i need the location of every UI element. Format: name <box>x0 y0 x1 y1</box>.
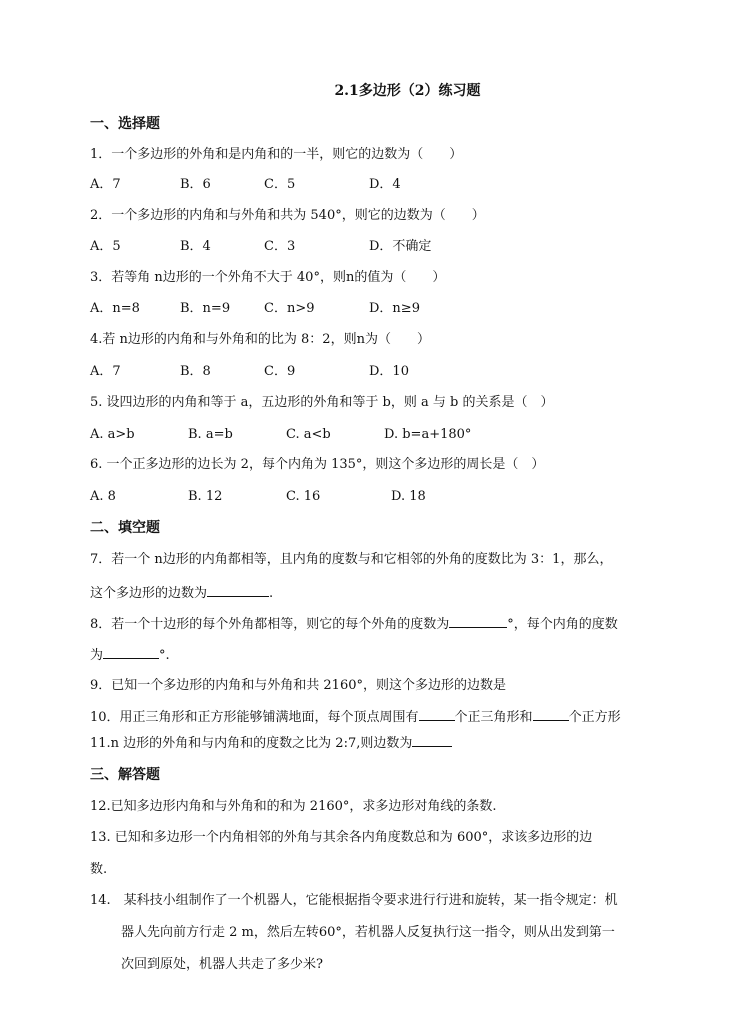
option-a: A. 8 <box>90 489 116 504</box>
question-10-text-3: 个正方形 <box>568 710 621 725</box>
question-6-stem: 6. 一个正多边形的边长为 2，每个内角为 135°，则这个多边形的周长是（ ） <box>90 457 545 472</box>
option-c: C. a<b <box>286 427 331 442</box>
option-c: C．9 <box>264 364 296 379</box>
option-a: A．7 <box>90 364 121 379</box>
question-7-line-1: 7．若一个 n边形的内角都相等，且内角的度数与和它相邻的外角的度数比为 3：1，那么， <box>90 552 613 567</box>
question-13-line-2: 数. <box>90 862 108 877</box>
question-8-text-3: 为 <box>90 648 104 663</box>
option-c: C．5 <box>264 177 296 192</box>
section-heading-solve: 三、解答题 <box>90 767 160 783</box>
option-d: D．4 <box>369 177 401 192</box>
question-7-end: . <box>269 586 274 601</box>
question-8-text: 8．若一个十边形的每个外角都相等，则它的每个外角的度数为 <box>90 617 450 632</box>
answer-blank <box>449 613 507 628</box>
option-c: C. 16 <box>286 489 321 504</box>
option-d: D．10 <box>369 364 409 379</box>
question-1-stem: 1．一个多边形的外角和是内角和的一半，则它的边数为（ ） <box>90 147 463 162</box>
question-10-text-2: 个正三角形和 <box>454 710 533 725</box>
option-b: B．6 <box>180 177 211 192</box>
option-d: D. b=a+180° <box>384 427 472 442</box>
question-13-line-1: 13. 已知和多边形一个内角相邻的外角与其余各内角度数总和为 600°，求该多边形的边 <box>90 830 593 845</box>
option-d: D．n≥9 <box>369 301 420 316</box>
question-5-stem: 5. 设四边形的内角和等于 a，五边形的外角和等于 b，则 a 与 b 的关系是（ ） <box>90 395 554 410</box>
question-8-text-2: °，每个内角的度数 <box>507 617 618 632</box>
question-4-stem: 4.若 n边形的内角和与外角和的比为 8：2，则n为（ ） <box>90 332 430 347</box>
question-14-line-1: 14. 某科技小组制作了一个机器人，它能根据指令要求进行行进和旋转，某一指令规定：机 <box>90 893 618 908</box>
option-d: D．不确定 <box>369 239 432 254</box>
question-10-text: 10．用正三角形和正方形能够铺满地面，每个顶点周围有 <box>90 710 419 725</box>
question-10 <box>90 706 621 728</box>
question-8-end: °. <box>159 648 170 663</box>
question-11-text: 11.n 边形的外角和与内角和的度数之比为 2:7,则边数为 <box>90 736 413 751</box>
section-heading-choice: 一、选择题 <box>90 116 160 132</box>
question-3-stem: 3．若等角 n边形的一个外角不大于 40°，则n的值为（ ） <box>90 270 446 285</box>
question-11 <box>90 732 452 754</box>
question-14-line-2: 器人先向前方行走 2 m，然后左转60°，若机器人反复执行这一指令，则从出发到第一 <box>121 925 615 940</box>
option-a: A．n=8 <box>90 301 140 316</box>
question-7-line-2 <box>90 582 273 604</box>
section-heading-fill: 二、填空题 <box>90 520 160 536</box>
answer-blank <box>207 582 269 597</box>
answer-blank <box>412 732 452 747</box>
option-d: D. 18 <box>391 489 426 504</box>
option-a: A. a>b <box>90 427 135 442</box>
option-c: C．n>9 <box>264 301 315 316</box>
question-12: 12.已知多边形内角和与外角和的和为 2160°，求多边形对角线的条数. <box>90 799 497 814</box>
option-b: B．4 <box>180 239 211 254</box>
option-b: B. a=b <box>188 427 233 442</box>
question-9: 9．已知一个多边形的内角和与外角和共 2160°，则这个多边形的边数是 <box>90 678 506 693</box>
option-b: B．n=9 <box>180 301 231 316</box>
answer-blank <box>103 644 159 659</box>
question-8-line-1 <box>90 613 618 635</box>
question-7-text: 这个多边形的边数为 <box>90 586 208 601</box>
option-b: B．8 <box>180 364 211 379</box>
option-a: A．7 <box>90 177 121 192</box>
question-14-line-3: 次回到原处，机器人共走了多少米? <box>121 957 323 972</box>
option-b: B. 12 <box>188 489 223 504</box>
question-2-stem: 2．一个多边形的内角和与外角和共为 540°，则它的边数为（ ） <box>90 208 485 223</box>
page-title: 2.1多边形（2）练习题 <box>334 83 481 99</box>
option-a: A．5 <box>90 239 121 254</box>
answer-blank <box>419 706 455 721</box>
answer-blank <box>533 706 569 721</box>
question-8-line-2 <box>90 644 170 666</box>
option-c: C．3 <box>264 239 296 254</box>
